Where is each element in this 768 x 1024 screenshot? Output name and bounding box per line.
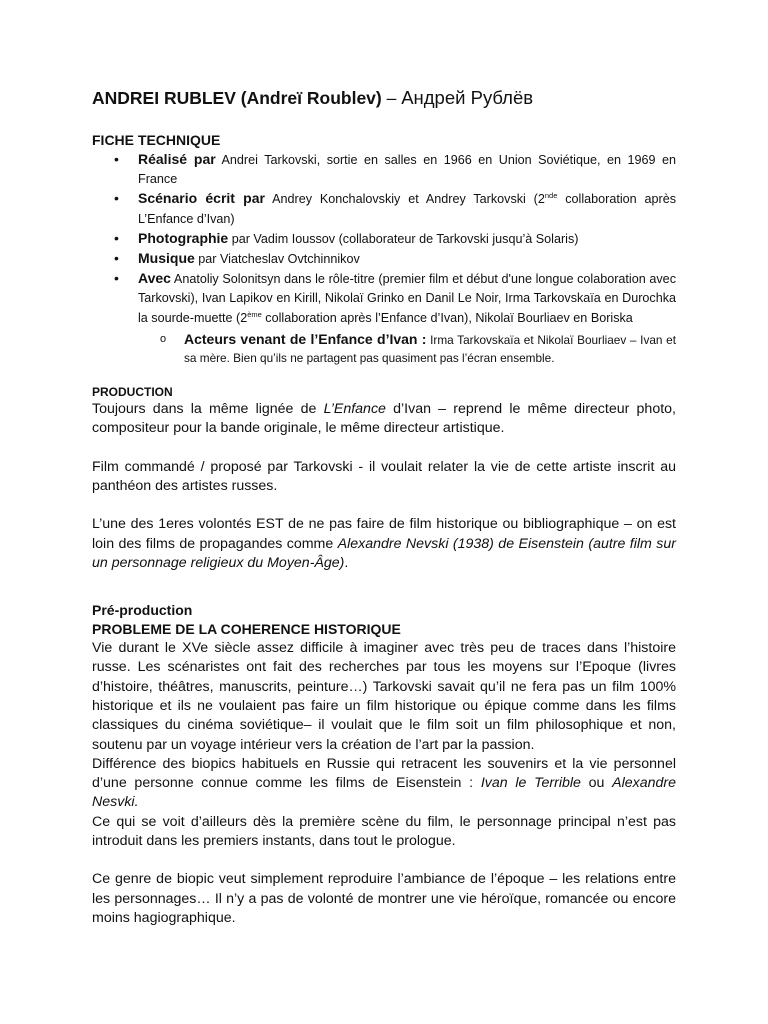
preproduction-paragraph-2 [92, 755, 676, 813]
production-paragraph-1 [92, 400, 676, 439]
bullet-icon: • [114, 229, 119, 246]
italic-span: Alexandre Nevski (1938) de Eisenstein (autre film sur un personnage religieux du Moyen-Âge) [92, 535, 676, 571]
bullet-icon: • [114, 250, 119, 267]
item-text: Andrey Konchalovskiy et Andrey Tarkovski (2 [264, 192, 545, 207]
list-item-scenario [114, 189, 676, 228]
text-span: Toujours dans la même lignée de [92, 401, 324, 418]
title-russian: Андрей Рублёв [401, 87, 534, 108]
coherence-heading: PROBLEME DE LA COHERENCE HISTORIQUE [92, 621, 401, 638]
item-text: collaboration après L’Enfance d’Ivan) [138, 192, 676, 226]
text-span: d’Ivan – reprend le même directeur photo, compositeur pour la bande originale, le même directeur artistique. [92, 401, 676, 437]
list-item-realise [114, 150, 676, 189]
superscript: nde [544, 191, 558, 201]
superscript: ème [247, 309, 262, 319]
bullet-icon: • [114, 151, 119, 167]
list-item-photographie [114, 229, 676, 249]
text-span: L’une des 1eres volontés EST de ne pas faire de film historique ou bibliographique – on est loin des films de propagandes comme [92, 516, 676, 552]
item-text: collaboration après l’Enfance d’Ivan), Nikolaï Bourliaev en Boriska [261, 310, 633, 325]
italic-span: Alexandre Nesvki. [92, 775, 677, 811]
list-item-avec [114, 269, 676, 368]
production-paragraph-2: Film commandé / proposé par Tarkovski - il voulait relater la vie de cette artiste inscrit au panthéon des artistes russes. [92, 458, 676, 494]
text-span: ou [580, 775, 613, 792]
item-text: par Vadim Ioussov (collaborateur de Tarkovski jusqu’à Solaris) [228, 231, 579, 246]
sub-item-text: Irma Tarkovskaïa et Nikolaï Bourliaev – Ivan et sa mère. Bien qu’ils ne partagent pas quasiment pas l’écran ensemble. [184, 332, 676, 366]
item-label: Scénario écrit par [138, 190, 265, 207]
list-item-musique [114, 249, 676, 269]
document-title [92, 86, 676, 110]
preproduction-paragraph-1: Vie durant le XVe siècle assez difficile à imaginer avec très peu de traces dans l’histoire russe. Les scénaristes ont fait des recherches par tous les moyens sur l’Epoque (livres d’histoire, théâtres, manuscrits, peinture…) Tarkovski savait qu’il ne fera pas un film 100% historique et ils ne voulaient pas faire un film historique ou épique comme dans les films classiques du cinéma soviétique– il voulait que le film soit un film philosophique et non, soutenu par un voyage intérieur vers la création de l’art par la passion. [92, 640, 676, 753]
circle-bullet-icon: o [160, 332, 167, 345]
title-dash: – [381, 88, 402, 108]
sub-item-label: Acteurs venant de l’Enfance d’Ivan : [184, 330, 427, 347]
text-span: . [344, 554, 349, 571]
item-text: Andrei Tarkovski, sortie en salles en 1966 en Union Soviétique, en 1969 en France [138, 153, 676, 187]
bullet-icon: • [114, 270, 119, 287]
sub-list [160, 330, 676, 368]
item-label: Photographie [138, 229, 229, 246]
production-paragraph-3 [92, 515, 676, 573]
preproduction-heading: Pré-production [92, 602, 193, 619]
text-span: Différence des biopics habituels en Russie qui retracent les souvenirs et la vie personnel d’une personne connue comme les films de Eisenstein : [92, 755, 676, 792]
bullet-icon: • [114, 190, 119, 207]
item-text: Anatoliy Solonitsyn dans le rôle-titre (premier film et début d'une longue colaboration avec Tarkovski), Ivan Lapikov en Kirill, Nikolaï Grinko en Danil Le Noir, Irma Tarkovskaïa en Durochka la sourde-muette (2 [138, 272, 676, 325]
title-french: ANDREI RUBLEV (Andreï Roublev) [92, 88, 382, 108]
italic-span: L’Enfance [323, 401, 386, 418]
item-label: Musique [138, 250, 195, 267]
item-label: Réalisé par [138, 151, 216, 167]
preproduction-paragraph-4: Ce genre de biopic veut simplement reproduire l’ambiance de l’époque – les relations entre les personnages… Il n’y a pas de volonté de montrer une vie héroïque, romancée ou encore moins hagiographique. [92, 871, 676, 926]
fiche-technique-heading: FICHE TECHNIQUE [92, 132, 221, 148]
italic-span: Ivan le Terrible [480, 775, 581, 792]
sub-item-acteurs [160, 330, 676, 368]
item-label: Avec [138, 270, 171, 287]
production-heading: PRODUCTION [92, 385, 173, 400]
preproduction-paragraph-3: Ce qui se voit d’ailleurs dès la première scène du film, le personnage principal n’est pas introduit dans les premiers instants, dans tout le prologue. [92, 813, 676, 850]
item-text: par Viatcheslav Ovtchinnikov [194, 252, 360, 267]
fiche-technique-list [114, 150, 676, 368]
